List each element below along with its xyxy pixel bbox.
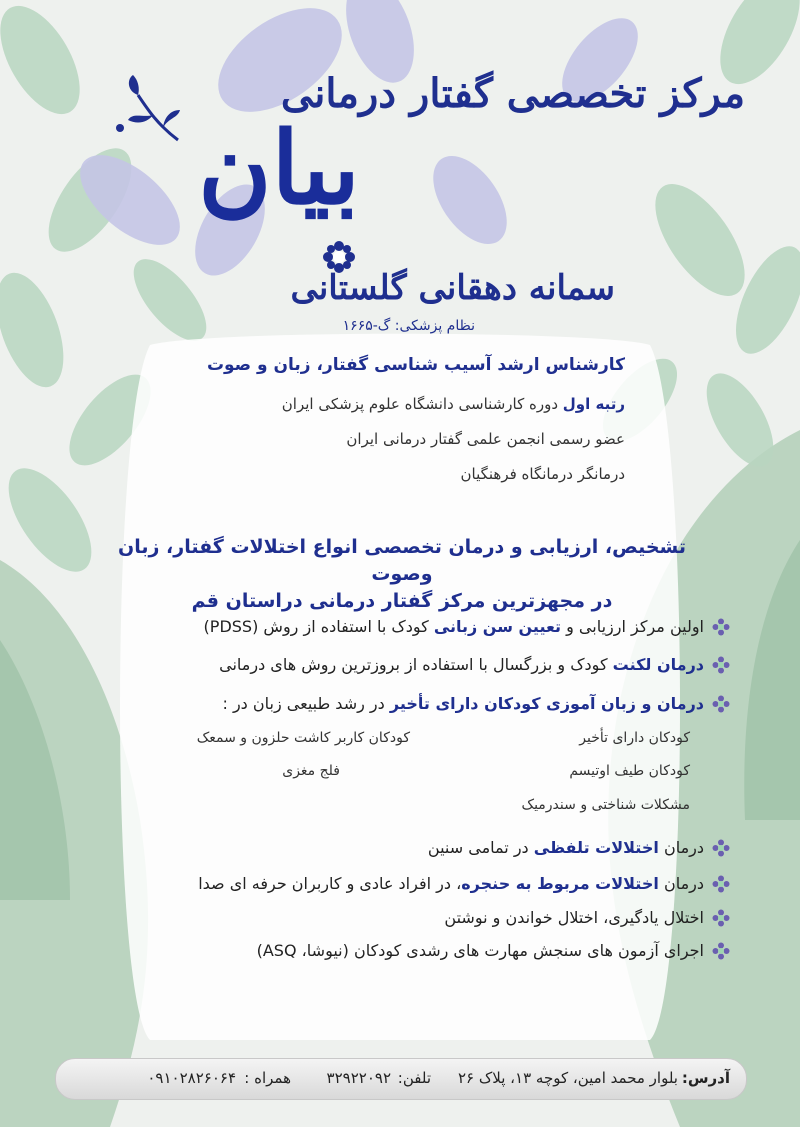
service-item: درمان و زبان آموزی کودکان دارای تأخیر در رشد طبیعی زبان در : <box>222 694 730 713</box>
service-item: اولین مرکز ارزیابی و تعیین سن زبانی کودک با استفاده از روش (PDSS) <box>204 617 730 636</box>
flower-bullet-icon <box>712 656 730 674</box>
services-heading-line1: تشخیص، ارزیابی و درمان تخصصی انواع اختلالات گفتار، زبان وصوت <box>118 536 686 585</box>
mobile-number: ۰۹۱۰۲۸۲۶۰۶۴ <box>147 1069 236 1087</box>
center-title: مرکز تخصصی گفتار درمانی <box>280 70 745 117</box>
mobile-label: همراه : <box>244 1069 291 1087</box>
address-text: بلوار محمد امین، کوچه ۱۳، پلاک ۲۶ <box>457 1069 678 1087</box>
services-heading-line2: در مجهزترین مرکز گفتار درمانی دراستان قم <box>191 590 613 612</box>
phone-number: ۳۲۹۲۲۰۹۲ <box>326 1069 391 1087</box>
rank-detail: دوره کارشناسی دانشگاه علوم پزشکی ایران <box>281 395 559 413</box>
flower-bullet-icon <box>712 909 730 927</box>
service-item: اجرای آزمون های سنجش مهارت های رشدی کودکان (نیوشا، ASQ) <box>257 941 730 960</box>
delay-group: مشکلات شناختی و سندرمیک <box>521 797 690 813</box>
flower-bullet-icon <box>712 875 730 893</box>
flower-bullet-icon <box>712 618 730 636</box>
flower-bullet-icon <box>712 942 730 960</box>
rank-label: رتبه اول <box>562 395 625 413</box>
flower-bullet-icon <box>712 695 730 713</box>
delay-group: فلج مغزی <box>282 763 340 779</box>
delay-group: کودکان دارای تأخیر <box>579 730 690 746</box>
service-item: اختلال یادگیری، اختلال خواندن و نوشتن <box>444 908 730 927</box>
profile-headline: کارشناس ارشد آسیب شناسی گفتار، زبان و صوت <box>206 355 625 375</box>
contact-bar <box>55 1058 747 1100</box>
flower-bullet-icon <box>712 839 730 857</box>
delay-group: کودکان طیف اوتیسم <box>569 763 690 779</box>
license-number: نظام پزشکی: گ-۱۶۶۵ <box>342 318 475 334</box>
service-item: درمان اختلالات مربوط به حنجره، در افراد عادی و کاربران حرفه ای صدا <box>198 874 730 893</box>
doctor-name: سمانه دهقانی گلستانی <box>290 268 615 308</box>
address-label: آدرس: <box>681 1069 730 1087</box>
service-item: درمان اختلالات تلفظی در تمامی سنین <box>428 838 730 857</box>
profile-clinic: درمانگر درمانگاه فرهنگیان <box>460 465 625 483</box>
phone-label: تلفن: <box>397 1069 431 1087</box>
profile-membership: عضو رسمی انجمن علمی گفتار درمانی ایران <box>346 430 625 448</box>
delay-group: کودکان کاربر کاشت حلزون و سمعک <box>196 730 410 746</box>
logo-text: بیان <box>198 109 360 227</box>
service-item: درمان لکنت کودک و بزرگسال با استفاده از بروزترین روش های درمانی <box>219 655 730 674</box>
